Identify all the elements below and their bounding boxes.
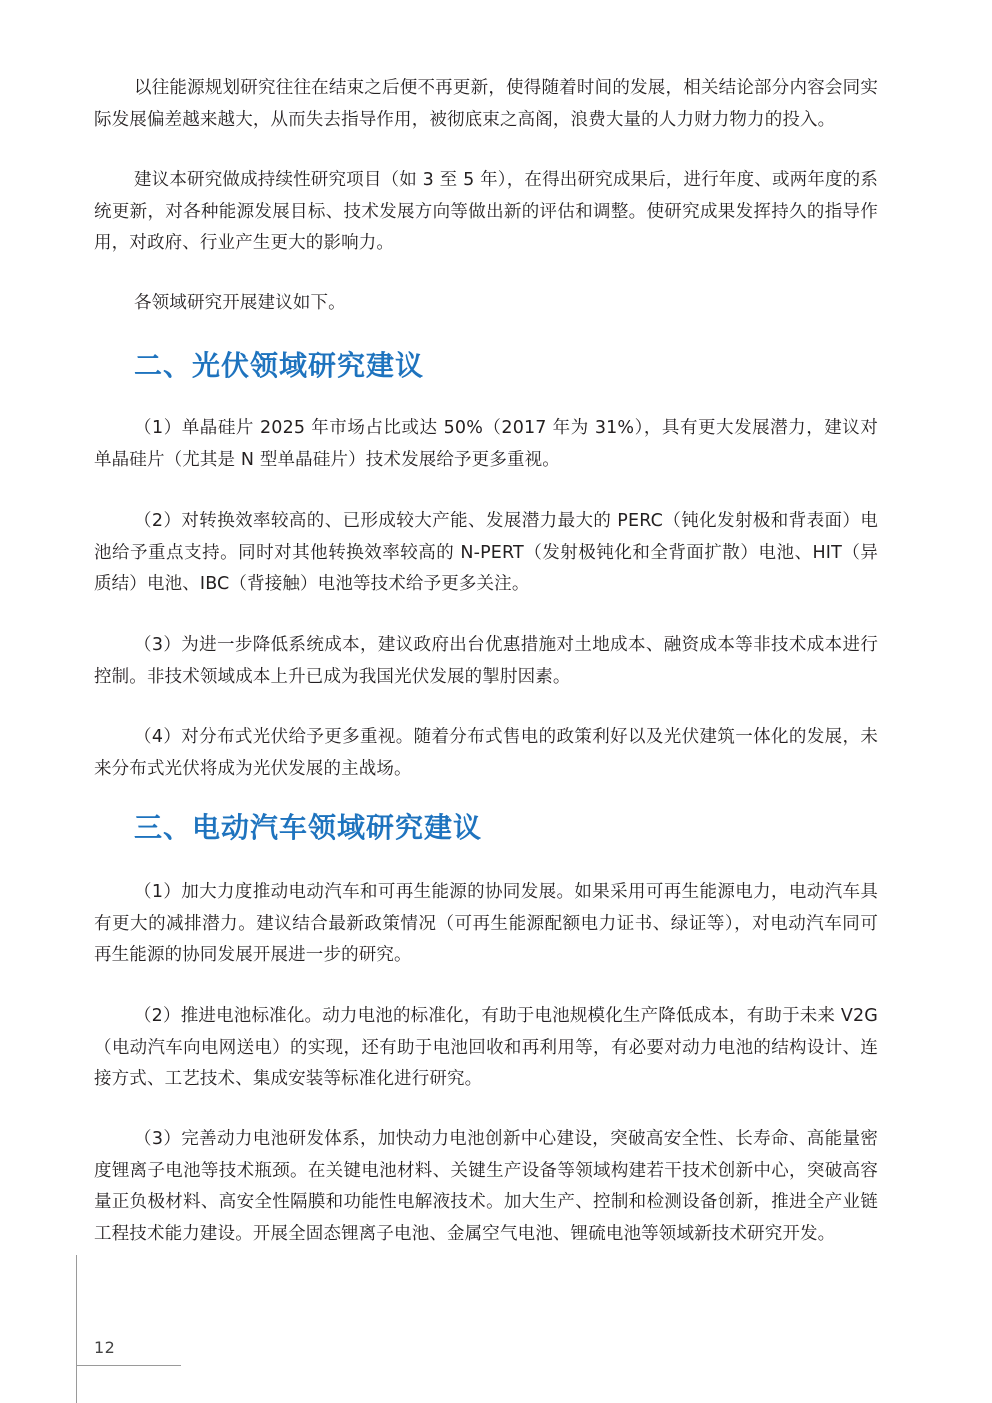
pv-item-3: （3）为进一步降低系统成本，建议政府出台优惠措施对土地成本、融资成本等非技术成本进行控制。非技术领域成本上升已成为我国光伏发展的掣肘因素。 [94, 635, 878, 687]
pv-item-2: （2）对转换效率较高的、已形成较大产能、发展潜力最大的 PERC（钝化发射极和背表面）电池给予重点支持。同时对其他转换效率较高的 N-PERT（发射极钝化和全背面扩散）电池、HIT（异质结）电池、IBC（背接触）电池等技术给予更多关注。 [94, 511, 878, 594]
intro-paragraph-1: 以往能源规划研究往往在结束之后便不再更新，使得随着时间的发展，相关结论部分内容会同实际发展偏差越来越大，从而失去指导作用，被彻底束之高阁，浪费大量的人力财力物力的投入。 [94, 78, 878, 130]
intro-paragraph-2: 建议本研究做成持续性研究项目（如 3 至 5 年），在得出研究成果后，进行年度、或两年度的系统更新，对各种能源发展目标、技术发展方向等做出新的评估和调整。使研究成果发挥持久的指导作用，对政府、行业产生更大的影响力。 [94, 170, 878, 253]
intro-paragraph-3: 各领域研究开展建议如下。 [134, 293, 346, 313]
footer-vertical-rule [76, 1255, 77, 1403]
page-number: 12 [94, 1338, 116, 1357]
ev-item-2: （2）推进电池标准化。动力电池的标准化，有助于电池规模化生产降低成本，有助于未来 V2G（电动汽车向电网送电）的实现，还有助于电池回收和再利用等，有必要对动力电池的结构设计、连接方式、工艺技术、集成安装等标准化进行研究。 [94, 1006, 878, 1089]
pv-item-1: （1）单晶硅片 2025 年市场占比或达 50%（2017 年为 31%），具有更大发展潜力，建议对单晶硅片（尤其是 N 型单晶硅片）技术发展给予更多重视。 [94, 418, 878, 470]
section-heading-pv: 二、光伏领域研究建议 [134, 349, 425, 382]
ev-item-1: （1）加大力度推动电动汽车和可再生能源的协同发展。如果采用可再生能源电力，电动汽车具有更大的减排潜力。建议结合最新政策情况（可再生能源配额电力证书、绿证等），对电动汽车同可再生能源的协同发展开展进一步的研究。 [94, 882, 878, 965]
ev-item-3: （3）完善动力电池研发体系，加快动力电池创新中心建设，突破高安全性、长寿命、高能量密度锂离子电池等技术瓶颈。在关键电池材料、关键生产设备等领域构建若干技术创新中心，突破高容量正负极材料、高安全性隔膜和功能性电解液技术。加大生产、控制和检测设备创新，推进全产业链工程技术能力建设。开展全固态锂离子电池、金属空气电池、锂硫电池等领域新技术研究开发。 [94, 1129, 878, 1244]
footer-horizontal-rule [76, 1365, 181, 1366]
section-heading-ev: 三、电动汽车领域研究建议 [134, 811, 483, 844]
pv-item-4: （4）对分布式光伏给予更多重视。随着分布式售电的政策利好以及光伏建筑一体化的发展，未来分布式光伏将成为光伏发展的主战场。 [94, 727, 878, 779]
